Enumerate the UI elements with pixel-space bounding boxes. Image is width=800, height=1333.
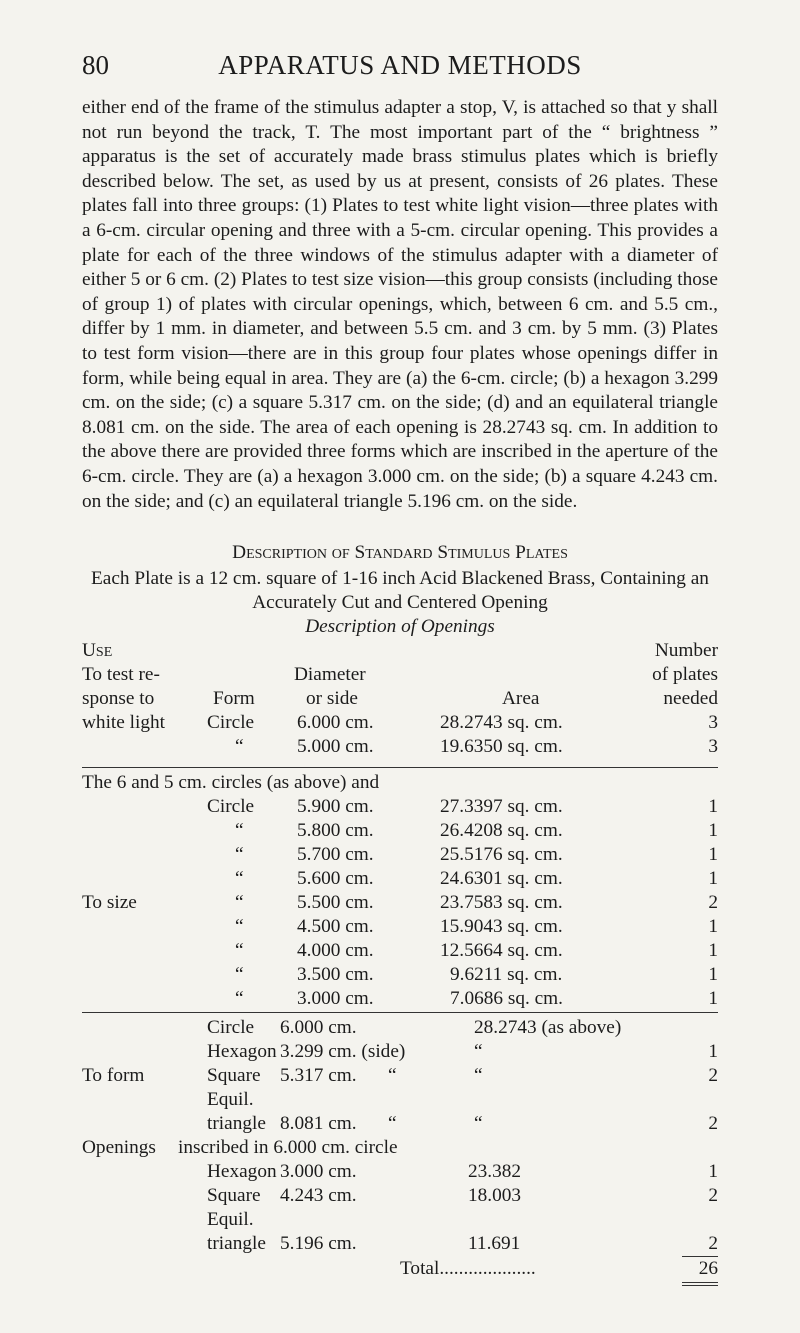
sum-rule xyxy=(682,1256,718,1257)
cell-diameter: 3.000 cm. xyxy=(297,988,374,1009)
cell-number: 1 xyxy=(708,1161,718,1182)
cell-form: Hexagon xyxy=(207,1161,277,1182)
cell-number: 2 xyxy=(708,892,718,913)
table-divider xyxy=(82,1012,718,1013)
cell-form: Square xyxy=(207,1065,261,1086)
total-leader-dots: .................... xyxy=(439,1258,536,1279)
cell-diameter: 3.500 cm. xyxy=(297,964,374,985)
cell-area: “ xyxy=(474,1041,483,1062)
cell-diameter: 5.900 cm. xyxy=(297,796,374,817)
cell-diameter: 5.700 cm. xyxy=(297,844,374,865)
cell-number: 3 xyxy=(708,736,718,757)
col-header-number-2: of plates xyxy=(652,664,718,685)
cell-number: 2 xyxy=(708,1065,718,1086)
cell-number: 1 xyxy=(708,988,718,1009)
cell-form: triangle xyxy=(207,1233,266,1254)
cell-area: 28.2743 (as above) xyxy=(474,1017,622,1038)
total-double-rule-top xyxy=(682,1282,718,1283)
cell-number: 1 xyxy=(708,1041,718,1062)
running-title: APPARATUS AND METHODS xyxy=(218,50,582,80)
col-header-area: Area xyxy=(502,688,540,709)
cell-diameter: 5.000 cm. xyxy=(297,736,374,757)
body-paragraph xyxy=(82,96,718,514)
cell-diameter: 5.800 cm. xyxy=(297,820,374,841)
cell-diameter: 6.000 cm. xyxy=(297,712,374,733)
row-label-openings: Openings xyxy=(82,1137,156,1158)
cell-number: 1 xyxy=(708,796,718,817)
cell-ditto: “ xyxy=(388,1065,397,1086)
col-header-use-3: sponse to xyxy=(82,688,155,709)
cell-form: “ xyxy=(235,892,244,913)
cell-diameter: 4.243 cm. xyxy=(280,1185,357,1206)
cell-diameter: 5.600 cm. xyxy=(297,868,374,889)
cell-diameter: 3.000 cm. xyxy=(280,1161,357,1182)
cell-form: “ xyxy=(235,736,244,757)
size-intro: The 6 and 5 cm. circles (as above) and xyxy=(82,772,380,793)
row-label-white: white light xyxy=(82,712,166,733)
col-header-diameter-2: or side xyxy=(306,688,358,709)
openings-text: inscribed in 6.000 cm. circle xyxy=(178,1137,398,1158)
table-divider xyxy=(82,767,718,768)
col-header-form: Form xyxy=(213,688,255,709)
cell-ditto: “ xyxy=(388,1113,397,1134)
cell-diameter: 3.299 cm. (side) xyxy=(280,1041,406,1062)
cell-form: Circle xyxy=(207,796,255,817)
total-label-text: Total xyxy=(400,1258,440,1279)
cell-number: 2 xyxy=(708,1233,718,1254)
cell-form: “ xyxy=(235,916,244,937)
cell-number: 3 xyxy=(708,712,718,733)
table-subheading: Each Plate is a 12 cm. square of 1-16 inch Acid Blackened Brass, Containing an Accurately Cut and Centered Opening xyxy=(91,568,709,613)
page-number: 80 xyxy=(82,50,109,80)
cell-form: Hexagon xyxy=(207,1041,277,1062)
cell-form: Circle xyxy=(207,712,255,733)
cell-number: 1 xyxy=(708,940,718,961)
cell-number: 1 xyxy=(708,964,718,985)
cell-form: “ xyxy=(235,940,244,961)
cell-form: Equil. xyxy=(207,1209,254,1230)
cell-form: Equil. xyxy=(207,1089,254,1110)
col-header-use-2: To test re- xyxy=(82,664,160,685)
cell-area: 11.691 xyxy=(468,1233,521,1254)
cell-form: Square xyxy=(207,1185,261,1206)
cell-diameter: 4.500 cm. xyxy=(297,916,374,937)
cell-diameter: 6.000 cm. xyxy=(280,1017,357,1038)
cell-area: 26.4208 sq. cm. xyxy=(440,820,563,841)
cell-area: “ xyxy=(474,1065,483,1086)
cell-area: 28.2743 sq. cm. xyxy=(440,712,563,733)
cell-form: “ xyxy=(235,868,244,889)
cell-form: “ xyxy=(235,844,244,865)
cell-form: “ xyxy=(235,988,244,1009)
cell-form: “ xyxy=(235,964,244,985)
cell-area: 15.9043 sq. cm. xyxy=(440,916,563,937)
cell-number: 2 xyxy=(708,1113,718,1134)
cell-area: 18.003 xyxy=(468,1185,522,1206)
cell-form: Circle xyxy=(207,1017,255,1038)
cell-form: triangle xyxy=(207,1113,266,1134)
total-value: 26 xyxy=(698,1258,718,1279)
cell-area: 12.5664 sq. cm. xyxy=(440,940,563,961)
col-header-use: Use xyxy=(82,640,113,661)
cell-area: 23.382 xyxy=(468,1161,522,1182)
cell-area: “ xyxy=(474,1113,483,1134)
cell-number: 1 xyxy=(708,916,718,937)
cell-area: 25.5176 sq. cm. xyxy=(440,844,563,865)
cell-area: 19.6350 sq. cm. xyxy=(440,736,563,757)
cell-diameter: 8.081 cm. xyxy=(280,1113,357,1134)
row-label-size: To size xyxy=(82,892,137,913)
col-header-number-3: needed xyxy=(663,688,718,709)
table-heading: Description of Standard Stimulus Plates xyxy=(232,542,568,563)
cell-diameter: 5.500 cm. xyxy=(297,892,374,913)
total-double-rule-bottom xyxy=(682,1285,718,1286)
cell-area: 23.7583 sq. cm. xyxy=(440,892,563,913)
cell-area: 7.0686 sq. cm. xyxy=(450,988,564,1009)
cell-form: “ xyxy=(235,820,244,841)
cell-number: 1 xyxy=(708,868,718,889)
row-label-form: To form xyxy=(82,1065,145,1086)
cell-diameter: 5.317 cm. xyxy=(280,1065,357,1086)
paragraph-text: either end of the frame of the stimulus adapter a stop, V, is attached so that y shall not run beyond the track, T. The most important part of the “ brightness ” apparatus is the set of accurately made brass stimulus plates which is briefly described below. The set, as used by us at present, consists of 26 plates. These plates fall into three groups: (1) Plates to test white light vision—three plates with a 6-cm. circular opening and three with a 5-cm. circular opening. This provides a plate for each of the three windows of the stimulus adapter with a diameter of either 5 or 6 cm. (2) Plates to test size vision—this group consists (including those of group 1) of plates with circular openings, which, between 6 cm. and 5.5 cm., differ by 1 mm. in diameter, and between 5.5 cm. and 3 cm. by 5 mm. (3) Plates to test form vision—there are in this group four plates whose openings differ in form, while being equal in area. They are (a) the 6-cm. circle; (b) a hexagon 3.299 cm. on the side; (c) a square 5.317 cm. on the side; (d) and an equilateral triangle 8.081 cm. on the side. The area of each opening is 28.2743 sq. cm. In addition to the above there are provided three forms which are inscribed in the aperture of the 6-cm. circle. They are (a) a hexagon 3.000 cm. on the side; (b) a square 4.243 cm. on the side; and (c) an equilateral triangle 5.196 cm. on the side. xyxy=(82,97,718,512)
cell-number: 1 xyxy=(708,844,718,865)
table-caption: Description of Openings xyxy=(305,616,495,637)
cell-area: 27.3397 sq. cm. xyxy=(440,796,563,817)
cell-diameter: 4.000 cm. xyxy=(297,940,374,961)
total-label xyxy=(400,1258,536,1280)
cell-area: 9.6211 sq. cm. xyxy=(450,964,563,985)
cell-diameter: 5.196 cm. xyxy=(280,1233,357,1254)
col-header-diameter: Diameter xyxy=(294,664,366,685)
cell-number: 1 xyxy=(708,820,718,841)
col-header-number-1: Number xyxy=(654,640,718,661)
cell-number: 2 xyxy=(708,1185,718,1206)
cell-area: 24.6301 sq. cm. xyxy=(440,868,563,889)
